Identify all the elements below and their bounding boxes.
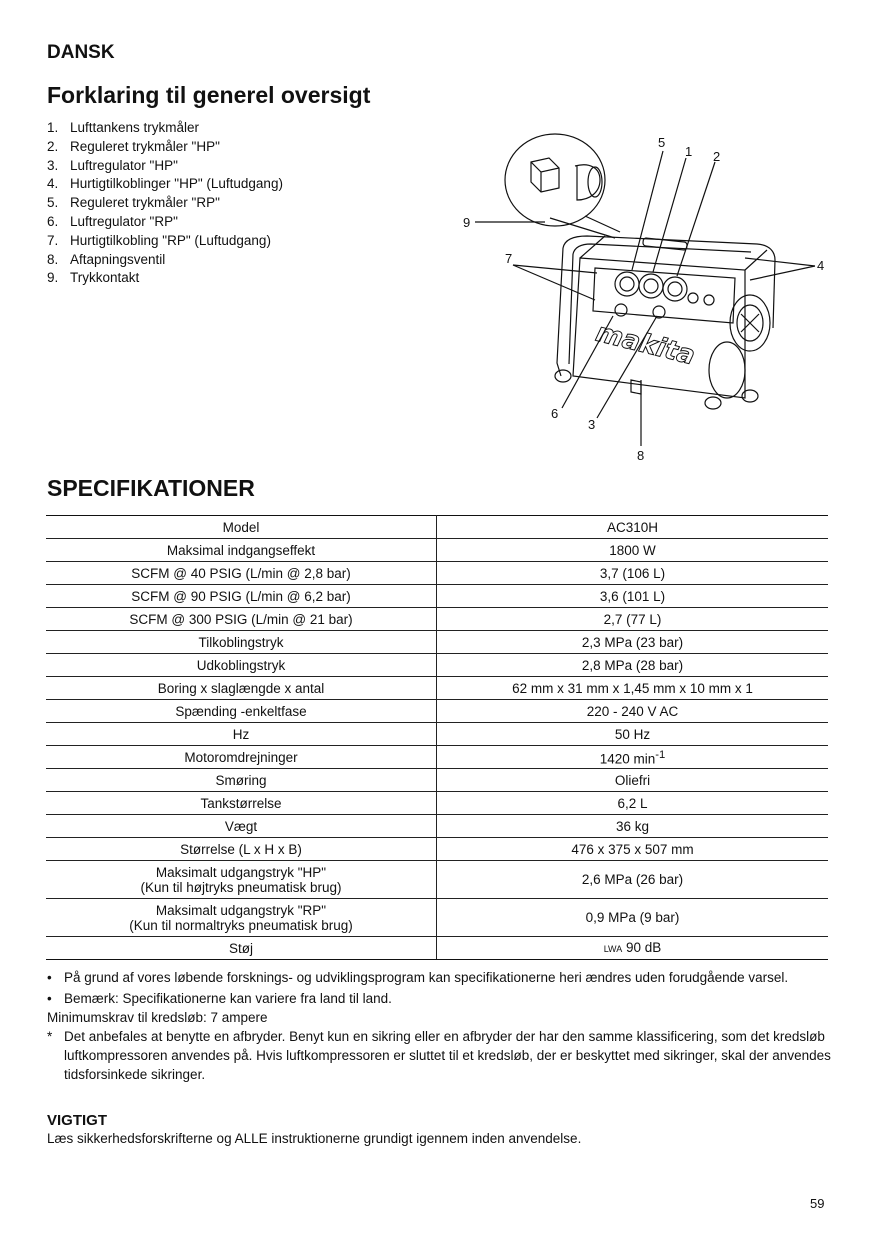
parts-list-item [47,119,283,138]
table-row [46,654,828,677]
spec-label: Udkoblingstryk [46,654,437,677]
table-row [46,815,828,838]
spec-value: 50 Hz [437,723,829,746]
spec-label: Maksimal indgangseffekt [46,539,437,562]
parts-list-number: 6. [47,213,59,229]
spec-value: AC310H [437,516,829,539]
callout-6: 6 [551,406,559,421]
table-row [46,792,828,815]
parts-list-item [47,175,283,194]
callout-5: 5 [658,135,666,150]
spec-value: 476 x 375 x 507 mm [437,838,829,861]
table-row [46,723,828,746]
compressor-diagram [445,118,835,468]
parts-list-label: Lufttankens trykmåler [70,120,200,135]
parts-list-item [47,213,283,232]
callout-8: 8 [637,448,645,463]
minimum-circuit-note: Minimumskrav til kredsløb: 7 ampere [47,1010,268,1025]
parts-list-number: 3. [47,157,59,173]
spec-label: Tankstørrelse [46,792,437,815]
spec-value: LWA 90 dB [437,937,829,960]
spec-value: 2,6 MPa (26 bar) [437,861,829,899]
parts-list-number: 9. [47,270,59,286]
parts-list-number: 4. [47,176,59,192]
spec-value: 6,2 L [437,792,829,815]
parts-list-label: Hurtigtilkoblinger "HP" (Luftudgang) [70,176,283,192]
parts-list-item [47,232,283,251]
parts-list-label: Luftregulator "HP" [70,157,178,173]
spec-label: Hz [46,723,437,746]
language-heading: DANSK [47,42,115,63]
table-row [46,769,828,792]
spec-value: 220 - 240 V AC [437,700,829,723]
callout-4: 4 [817,258,825,273]
table-row [46,585,828,608]
spec-label: Model [46,516,437,539]
spec-value: 1800 W [437,539,829,562]
gauge-circle-3 [663,277,687,301]
spec-label: Størrelse (L x H x B) [46,838,437,861]
parts-list [47,119,283,288]
spec-value: 2,8 MPa (28 bar) [437,654,829,677]
parts-list-number: 7. [47,232,59,248]
specifications-table [46,515,828,960]
parts-list-number: 2. [47,138,59,154]
parts-list-number: 8. [47,251,59,267]
spec-label: Støj [46,937,437,960]
spec-value: 3,7 (106 L) [437,562,829,585]
note-bullet: • På grund af vores løbende forsknings- og udviklingsprogram kan specifikationerne heri ændres uden forudgående varsel. [47,970,789,985]
spec-value: 36 kg [437,815,829,838]
table-row [46,861,828,899]
spec-label: Boring x slaglængde x antal [46,677,437,700]
spec-value: 1420 $\min^{-1}$ [437,746,829,769]
table-row [46,631,828,654]
spec-value: 3,6 (101 L) [437,585,829,608]
parts-list-number: 1. [47,120,59,135]
spec-label: Maksimalt udgangstryk "HP" (Kun til højtryks pneumatisk brug) [46,861,437,899]
parts-list-label: Aftapningsventil [70,251,166,267]
spec-label: Spænding -enkeltfase [46,700,437,723]
table-row [46,677,828,700]
parts-list-label: Luftregulator "RP" [70,213,178,229]
spec-label: Maksimalt udgangstryk "RP" (Kun til normaltryks pneumatisk brug) [46,899,437,937]
notes [47,968,837,1084]
callout-1: 1 [685,144,693,159]
parts-list-item [47,194,283,213]
spec-label: Tilkoblingstryk [46,631,437,654]
makita-logo: makita [592,317,698,372]
spec-value: 62 mm x 31 mm x 1,45 mm x 10 mm x 1 [437,677,829,700]
parts-list-label: Hurtigtilkobling "RP" (Luftudgang) [70,232,271,248]
table-row [46,838,828,861]
callout-7: 7 [505,251,513,266]
spec-value: Oliefri [437,769,829,792]
parts-list-label: Reguleret trykmåler "RP" [70,195,220,211]
spec-value: 2,3 MPa (23 bar) [437,631,829,654]
important-heading: VIGTIGT [47,1112,107,1129]
parts-list-label: Reguleret trykmåler "HP" [70,138,220,154]
spec-label: Smøring [46,769,437,792]
table-row [46,608,828,631]
note-asterisk: * Det anbefales at benytte en afbryder. Benyt kun en sikring eller en afbryder der har den samme klassificering, som det kredsløb luftkompressoren anvendes på. Hvis luftkompressoren er sluttet til et kredsløb, der er beskyttet med sikringer, skal der anvendes tidsforsinkede sikringer. [47,1029,831,1082]
important-text: Læs sikkerhedsforskrifterne og ALLE instruktionerne grundigt igennem inden anvendelse. [47,1131,582,1146]
parts-list-label: Trykkontakt [70,270,140,286]
table-row [46,937,828,960]
detail-bubble [505,134,605,226]
table-row [46,562,828,585]
parts-list-item [47,269,283,288]
table-row [46,899,828,937]
spec-label: Motoromdrejninger [46,746,437,769]
spec-label: SCFM @ 90 PSIG (L/min @ 6,2 bar) [46,585,437,608]
table-row [46,700,828,723]
parts-list-item [47,138,283,157]
page-title: Forklaring til generel oversigt [47,82,371,108]
callout-2: 2 [713,149,721,164]
table-row [46,746,828,769]
spec-value: 2,7 (77 L) [437,608,829,631]
table-row [46,539,828,562]
spec-label: Vægt [46,815,437,838]
spec-label: SCFM @ 40 PSIG (L/min @ 2,8 bar) [46,562,437,585]
gauge-circle-1 [615,272,639,296]
table-row [46,516,828,539]
callout-3: 3 [588,417,596,432]
parts-list-item [47,157,283,176]
callout-9: 9 [463,215,471,230]
parts-list-item [47,251,283,270]
specifications-heading: SPECIFIKATIONER [47,475,255,501]
page-number: 59 [810,1196,825,1211]
parts-list-number: 5. [47,195,59,211]
note-bullet: • Bemærk: Specifikationerne kan variere fra land til land. [47,991,392,1006]
gauge-circle-2 [639,274,663,298]
spec-value: 0,9 MPa (9 bar) [437,899,829,937]
spec-label: SCFM @ 300 PSIG (L/min @ 21 bar) [46,608,437,631]
